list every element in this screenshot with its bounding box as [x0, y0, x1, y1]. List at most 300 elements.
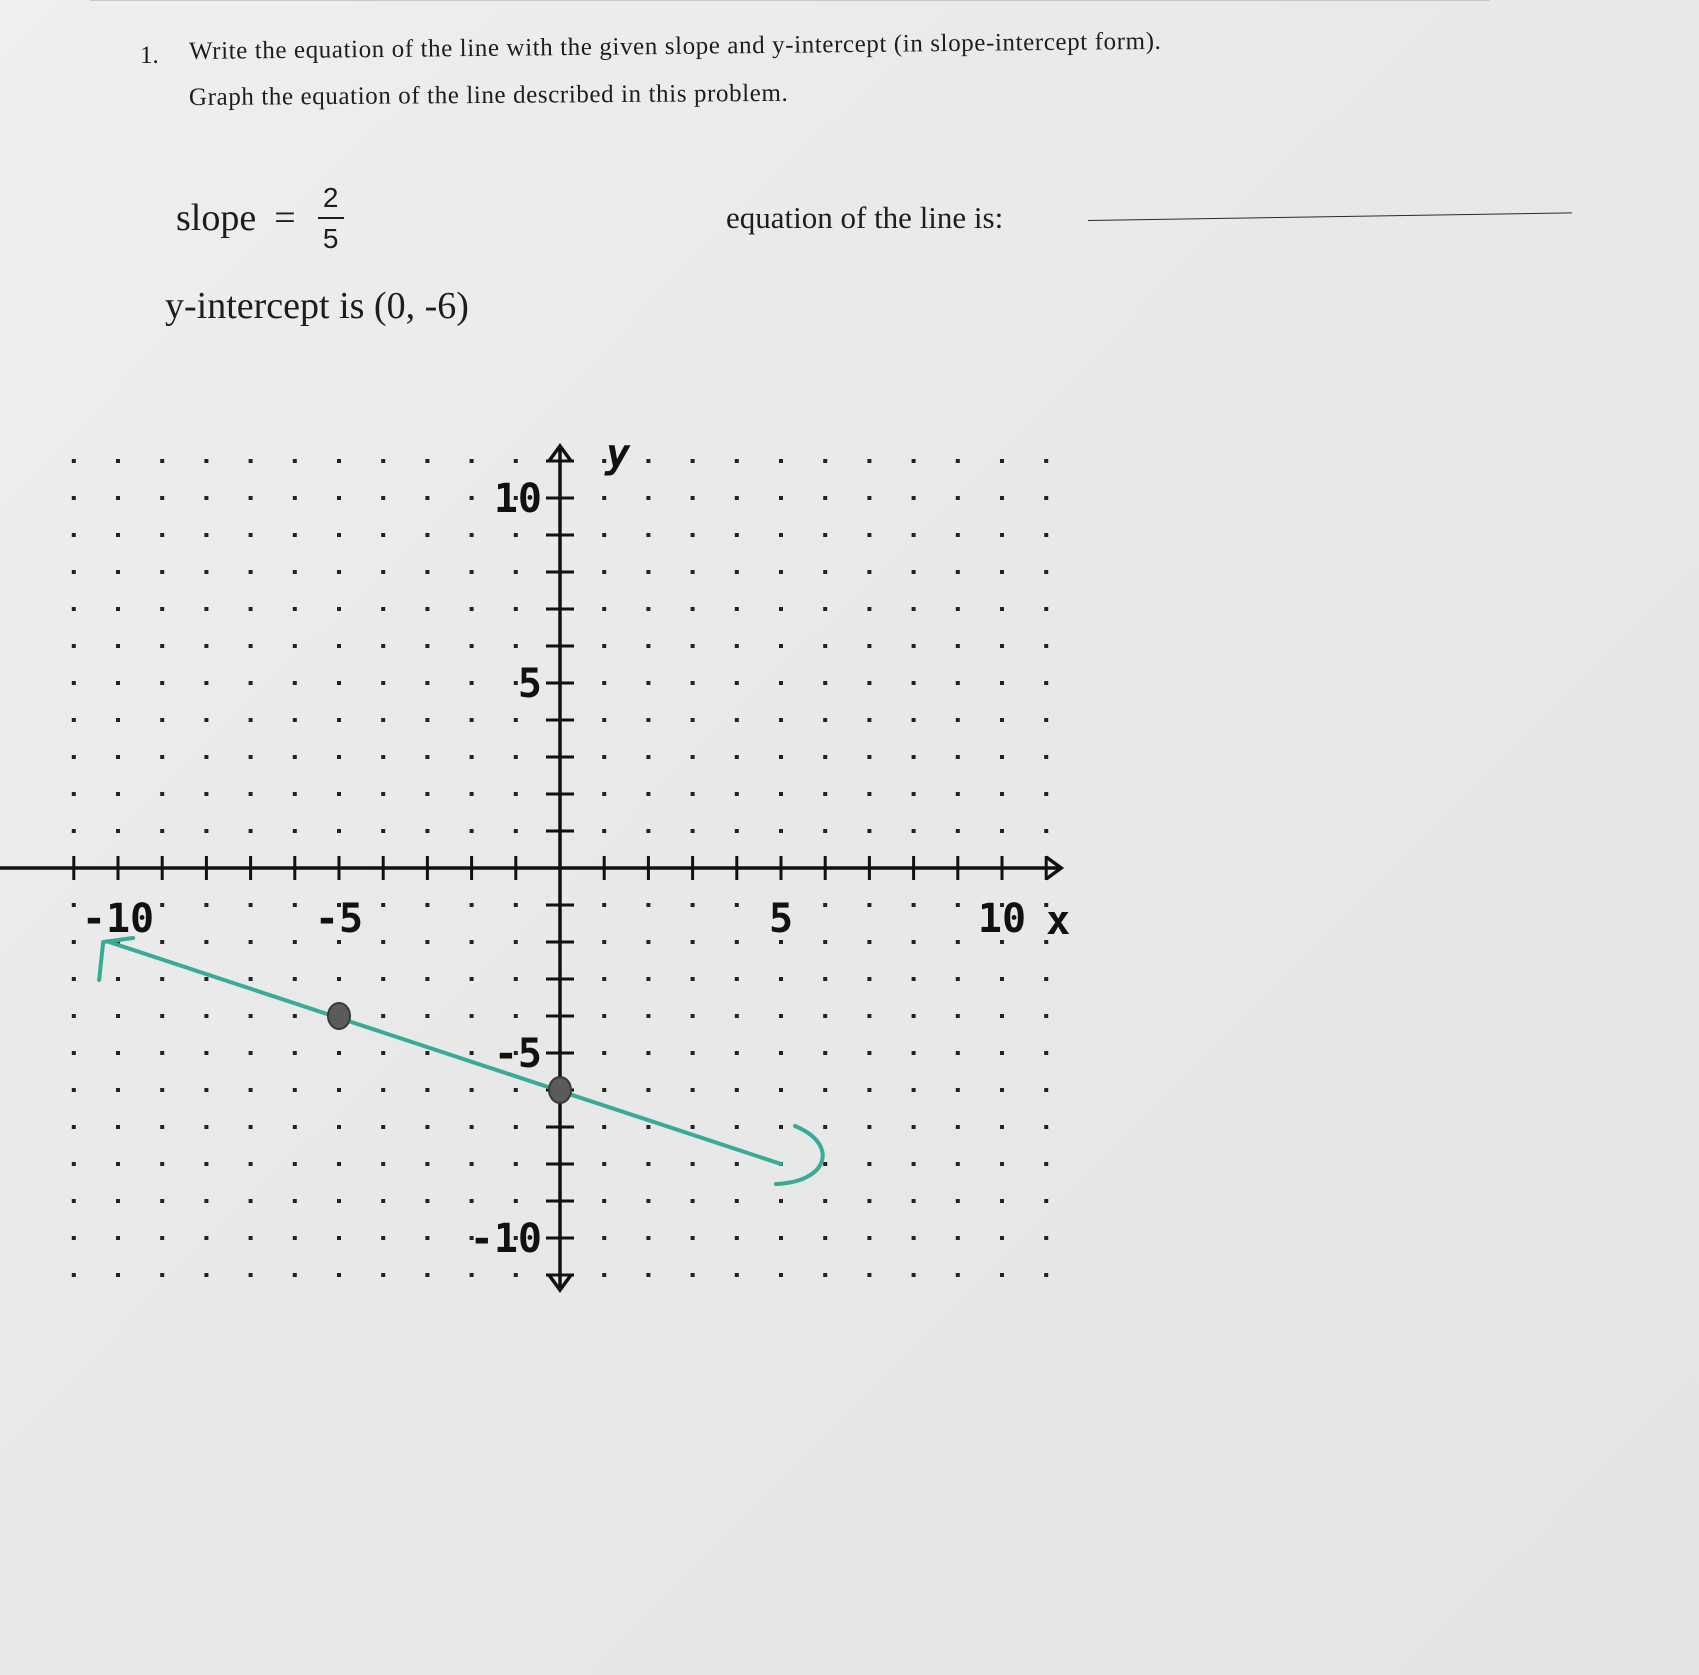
slope-denominator: 5 [322, 222, 339, 254]
grid-dot [293, 1162, 297, 1166]
grid-dot [602, 681, 606, 685]
grid-dot [337, 496, 341, 500]
grid-dot [779, 533, 783, 537]
grid-dot [956, 496, 960, 500]
grid-dot [912, 755, 916, 759]
y-axis-label: y [605, 431, 631, 477]
grid-dot [1000, 1236, 1004, 1240]
grid-dot [514, 1014, 518, 1018]
grid-dot [514, 1199, 518, 1203]
grid-dot [425, 1125, 429, 1129]
grid-dot [646, 681, 650, 685]
grid-dot [646, 1014, 650, 1018]
grid-dot [779, 792, 783, 796]
grid-dot [425, 718, 429, 722]
grid-dot [691, 1088, 695, 1092]
grid-dot [72, 1273, 76, 1277]
grid-dot [735, 681, 739, 685]
grid-dot [337, 533, 341, 537]
grid-dot [514, 829, 518, 833]
grid-dot [1044, 459, 1048, 463]
grid-dot [204, 570, 208, 574]
grid-dot [1044, 644, 1048, 648]
grid-dot [867, 570, 871, 574]
grid-dot [691, 644, 695, 648]
grid-dot [602, 1199, 606, 1203]
grid-dot [1044, 1199, 1048, 1203]
grid-dot [514, 718, 518, 722]
grid-dot [691, 977, 695, 981]
grid-dot [381, 1162, 385, 1166]
grid-dot [867, 940, 871, 944]
grid-dot [779, 755, 783, 759]
grid-dot [1000, 533, 1004, 537]
grid-dot [1000, 496, 1004, 500]
grid-dot [823, 792, 827, 796]
grid-dot [646, 1051, 650, 1055]
grid-dot [249, 681, 253, 685]
grid-dot [602, 607, 606, 611]
grid-dot [956, 718, 960, 722]
grid-dot [691, 1014, 695, 1018]
grid-dot [646, 570, 650, 574]
grid-dot [823, 718, 827, 722]
grid-dot [735, 1162, 739, 1166]
grid-dot [867, 1162, 871, 1166]
grid-dot [293, 681, 297, 685]
grid-dot [470, 1088, 474, 1092]
grid-dot [956, 644, 960, 648]
grid-dot [912, 903, 916, 907]
grid-dot [249, 718, 253, 722]
grid-dot [823, 681, 827, 685]
grid-dot [646, 1273, 650, 1277]
grid-dot [1044, 1273, 1048, 1277]
grid-dot [691, 940, 695, 944]
grid-dot [425, 755, 429, 759]
grid-dot [204, 1014, 208, 1018]
grid-dot [72, 718, 76, 722]
grid-dot [646, 1125, 650, 1129]
grid-dot [160, 570, 164, 574]
grid-dot [514, 977, 518, 981]
grid-dot [425, 644, 429, 648]
grid-dot [691, 755, 695, 759]
grid-dot [116, 533, 120, 537]
grid-dot [912, 1088, 916, 1092]
grid-dot [116, 1162, 120, 1166]
grid-dot [204, 755, 208, 759]
grid-dot [337, 1199, 341, 1203]
grid-dot [160, 1162, 164, 1166]
grid-dot [116, 829, 120, 833]
grid-dot [160, 459, 164, 463]
grid-dot [293, 459, 297, 463]
grid-dot [1000, 1162, 1004, 1166]
grid-dot [602, 1236, 606, 1240]
grid-dot [1044, 681, 1048, 685]
grid-dot [735, 533, 739, 537]
grid-dot [72, 607, 76, 611]
grid-dot [602, 1162, 606, 1166]
grid-dot [204, 940, 208, 944]
grid-dot [293, 1051, 297, 1055]
grid-dot [735, 903, 739, 907]
grid-dot [293, 1014, 297, 1018]
grid-dot [912, 681, 916, 685]
grid-dot [381, 681, 385, 685]
grid-dot [160, 1236, 164, 1240]
grid-dot [514, 903, 518, 907]
grid-dot [735, 1051, 739, 1055]
grid-dot [867, 755, 871, 759]
grid-dot [425, 681, 429, 685]
grid-dot [1000, 459, 1004, 463]
grid-dot [72, 829, 76, 833]
grid-dot [735, 1273, 739, 1277]
grid-dot [72, 1088, 76, 1092]
grid-dot [249, 792, 253, 796]
grid-dot [1044, 718, 1048, 722]
grid-dot [691, 792, 695, 796]
grid-dot [1000, 1051, 1004, 1055]
grid-dot [779, 1273, 783, 1277]
grid-dot [116, 570, 120, 574]
grid-dot [1000, 570, 1004, 574]
grid-dot [823, 459, 827, 463]
grid-dot [867, 644, 871, 648]
grid-dot [470, 459, 474, 463]
grid-dot [691, 570, 695, 574]
grid-dot [160, 903, 164, 907]
grid-dot [646, 644, 650, 648]
grid-dot [160, 1273, 164, 1277]
y-tick-label: 5 [517, 661, 542, 707]
grid-dot [160, 533, 164, 537]
grid-dot [602, 829, 606, 833]
grid-dot [691, 1236, 695, 1240]
grid-dot [514, 533, 518, 537]
grid-dot [249, 607, 253, 611]
grid-dot [293, 496, 297, 500]
grid-dot [779, 1125, 783, 1129]
grid-dot [470, 1014, 474, 1018]
grid-dot [735, 829, 739, 833]
grid-dot [867, 1199, 871, 1203]
grid-dot [249, 1014, 253, 1018]
grid-dot [337, 681, 341, 685]
grid-dot [160, 755, 164, 759]
grid-dot [867, 718, 871, 722]
grid-dot [293, 755, 297, 759]
grid-dot [735, 496, 739, 500]
grid-dot [867, 977, 871, 981]
grid-dot [823, 496, 827, 500]
slope-label: slope [176, 197, 257, 239]
grid-dot [823, 1199, 827, 1203]
grid-dot [470, 570, 474, 574]
plotted-point [549, 1077, 571, 1103]
grid-dot [691, 1051, 695, 1055]
grid-dot [470, 718, 474, 722]
grid-dot [204, 1199, 208, 1203]
grid-dot [735, 1236, 739, 1240]
x-tick-label: -5 [314, 896, 364, 942]
grid-dot [691, 903, 695, 907]
grid-dot [1044, 1014, 1048, 1018]
grid-dot [425, 1051, 429, 1055]
grid-dot [204, 644, 208, 648]
grid-dot [823, 607, 827, 611]
grid-dot [823, 977, 827, 981]
grid-dot [293, 570, 297, 574]
grid-dot [116, 1273, 120, 1277]
grid-dot [867, 607, 871, 611]
grid-dot [735, 1199, 739, 1203]
grid-dot [249, 459, 253, 463]
drawn-arrowhead-right [776, 1126, 823, 1184]
grid-dot [204, 496, 208, 500]
grid-dot [72, 496, 76, 500]
grid-dot [956, 940, 960, 944]
grid-dot [204, 829, 208, 833]
grid-dot [160, 1199, 164, 1203]
grid-dot [779, 1088, 783, 1092]
y-tick-label: 10 [493, 476, 542, 522]
grid-dot [956, 570, 960, 574]
grid-dot [381, 533, 385, 537]
grid-dot [956, 607, 960, 611]
grid-dot [1000, 607, 1004, 611]
grid-dot [912, 1273, 916, 1277]
grid-dot [912, 1125, 916, 1129]
grid-dot [779, 977, 783, 981]
grid-dot [337, 792, 341, 796]
grid-dot [381, 903, 385, 907]
grid-dot [867, 903, 871, 907]
grid-dot [823, 755, 827, 759]
grid-dot [425, 570, 429, 574]
grid-dot [116, 1125, 120, 1129]
grid-dot [956, 903, 960, 907]
drawn-line [109, 942, 781, 1164]
grid-dot [735, 755, 739, 759]
grid-dot [470, 903, 474, 907]
grid-dot [735, 607, 739, 611]
grid-dot [823, 829, 827, 833]
grid-dot [116, 1199, 120, 1203]
grid-dot [602, 533, 606, 537]
grid-dot [602, 792, 606, 796]
grid-dot [381, 1088, 385, 1092]
grid-dot [1000, 1199, 1004, 1203]
grid-dot [470, 755, 474, 759]
grid-dot [867, 829, 871, 833]
grid-dot [293, 644, 297, 648]
grid-dot [956, 1162, 960, 1166]
grid-dot [735, 1125, 739, 1129]
grid-dot [381, 1051, 385, 1055]
grid-dot [204, 1273, 208, 1277]
grid-dot [425, 1236, 429, 1240]
grid-dot [116, 1014, 120, 1018]
grid-dot [691, 1199, 695, 1203]
grid-dot [249, 977, 253, 981]
grid-dot [823, 1125, 827, 1129]
grid-dot [425, 1199, 429, 1203]
grid-dot [735, 792, 739, 796]
grid-dot [72, 1162, 76, 1166]
grid-dot [1044, 1051, 1048, 1055]
grid-dot [293, 977, 297, 981]
grid-dot [293, 533, 297, 537]
grid-dot [72, 903, 76, 907]
grid-dot [912, 1162, 916, 1166]
grid-dot [602, 755, 606, 759]
grid-dot [691, 1125, 695, 1129]
grid-dot [470, 496, 474, 500]
grid-dot [72, 792, 76, 796]
grid-dot [912, 977, 916, 981]
grid-dot [1000, 1125, 1004, 1129]
grid-dot [602, 496, 606, 500]
grid-dot [204, 681, 208, 685]
grid-dot [470, 681, 474, 685]
grid-dot [867, 1088, 871, 1092]
grid-dot [204, 607, 208, 611]
grid-dot [823, 1088, 827, 1092]
grid-dot [116, 977, 120, 981]
grid-dot [470, 1162, 474, 1166]
grid-dot [204, 459, 208, 463]
grid-dot [160, 496, 164, 500]
grid-dot [204, 1236, 208, 1240]
grid-dot [116, 718, 120, 722]
grid-dot [72, 644, 76, 648]
grid-dot [912, 940, 916, 944]
grid-dot [425, 977, 429, 981]
grid-dot [602, 940, 606, 944]
grid-dot [72, 570, 76, 574]
x-tick-label: 10 [977, 896, 1027, 942]
grid-dot [867, 1014, 871, 1018]
grid-dot [72, 1236, 76, 1240]
grid-dot [779, 681, 783, 685]
grid-dot [470, 1051, 474, 1055]
grid-dot [293, 1236, 297, 1240]
grid-dot [204, 718, 208, 722]
grid-dot [204, 533, 208, 537]
grid-dot [691, 681, 695, 685]
grid-dot [779, 496, 783, 500]
grid-dot [867, 1236, 871, 1240]
grid-dot [1000, 829, 1004, 833]
grid-dot [691, 1273, 695, 1277]
grid-dot [823, 644, 827, 648]
grid-dot [912, 644, 916, 648]
grid-dot [337, 829, 341, 833]
grid-dot [956, 755, 960, 759]
grid-dot [779, 459, 783, 463]
grid-dot [425, 496, 429, 500]
grid-dot [735, 940, 739, 944]
grid-dot [204, 977, 208, 981]
grid-dot [646, 1199, 650, 1203]
grid-dot [160, 1125, 164, 1129]
grid-dot [381, 829, 385, 833]
grid-dot [735, 1014, 739, 1018]
grid-dot [823, 1051, 827, 1055]
grid-dot [602, 1088, 606, 1092]
grid-dot [779, 1236, 783, 1240]
grid-dot [646, 792, 650, 796]
grid-dot [514, 792, 518, 796]
grid-dot [1044, 829, 1048, 833]
grid-dot [425, 1014, 429, 1018]
grid-dot [1000, 644, 1004, 648]
grid-dot [735, 644, 739, 648]
grid-dot [470, 1273, 474, 1277]
grid-dot [867, 681, 871, 685]
grid-dot [337, 977, 341, 981]
grid-dot [381, 644, 385, 648]
grid-dot [823, 570, 827, 574]
grid-dot [249, 1125, 253, 1129]
grid-dot [249, 1199, 253, 1203]
grid-dot [514, 459, 518, 463]
grid-dot [514, 644, 518, 648]
grid-dot [602, 644, 606, 648]
grid-dot [293, 607, 297, 611]
grid-dot [691, 829, 695, 833]
grid-dot [912, 829, 916, 833]
grid-dot [293, 940, 297, 944]
grid-dot [602, 570, 606, 574]
grid-dot [425, 1088, 429, 1092]
equals-sign: = [274, 197, 296, 239]
grid-dot [116, 755, 120, 759]
grid-dot [823, 903, 827, 907]
grid-dot [337, 1236, 341, 1240]
grid-dot [470, 977, 474, 981]
grid-dot [72, 681, 76, 685]
grid-dot [646, 718, 650, 722]
grid-dot [1000, 681, 1004, 685]
grid-dot [116, 1088, 120, 1092]
grid-dot [293, 792, 297, 796]
grid-dot [337, 1273, 341, 1277]
grid-dot [1000, 1273, 1004, 1277]
grid-dot [867, 1273, 871, 1277]
grid-dot [160, 1051, 164, 1055]
grid-dot [912, 607, 916, 611]
grid-dot [1044, 755, 1048, 759]
grid-dot [204, 792, 208, 796]
grid-dot [1044, 607, 1048, 611]
grid-dot [779, 1199, 783, 1203]
grid-dot [249, 829, 253, 833]
grid-dot [602, 1125, 606, 1129]
grid-dot [867, 1051, 871, 1055]
grid-dot [691, 718, 695, 722]
grid-dot [425, 903, 429, 907]
grid-dot [735, 1088, 739, 1092]
grid-dot [1000, 792, 1004, 796]
grid-dot [956, 1014, 960, 1018]
grid-dot [956, 792, 960, 796]
x-axis-label: x [1046, 898, 1071, 944]
grid-dot [735, 718, 739, 722]
